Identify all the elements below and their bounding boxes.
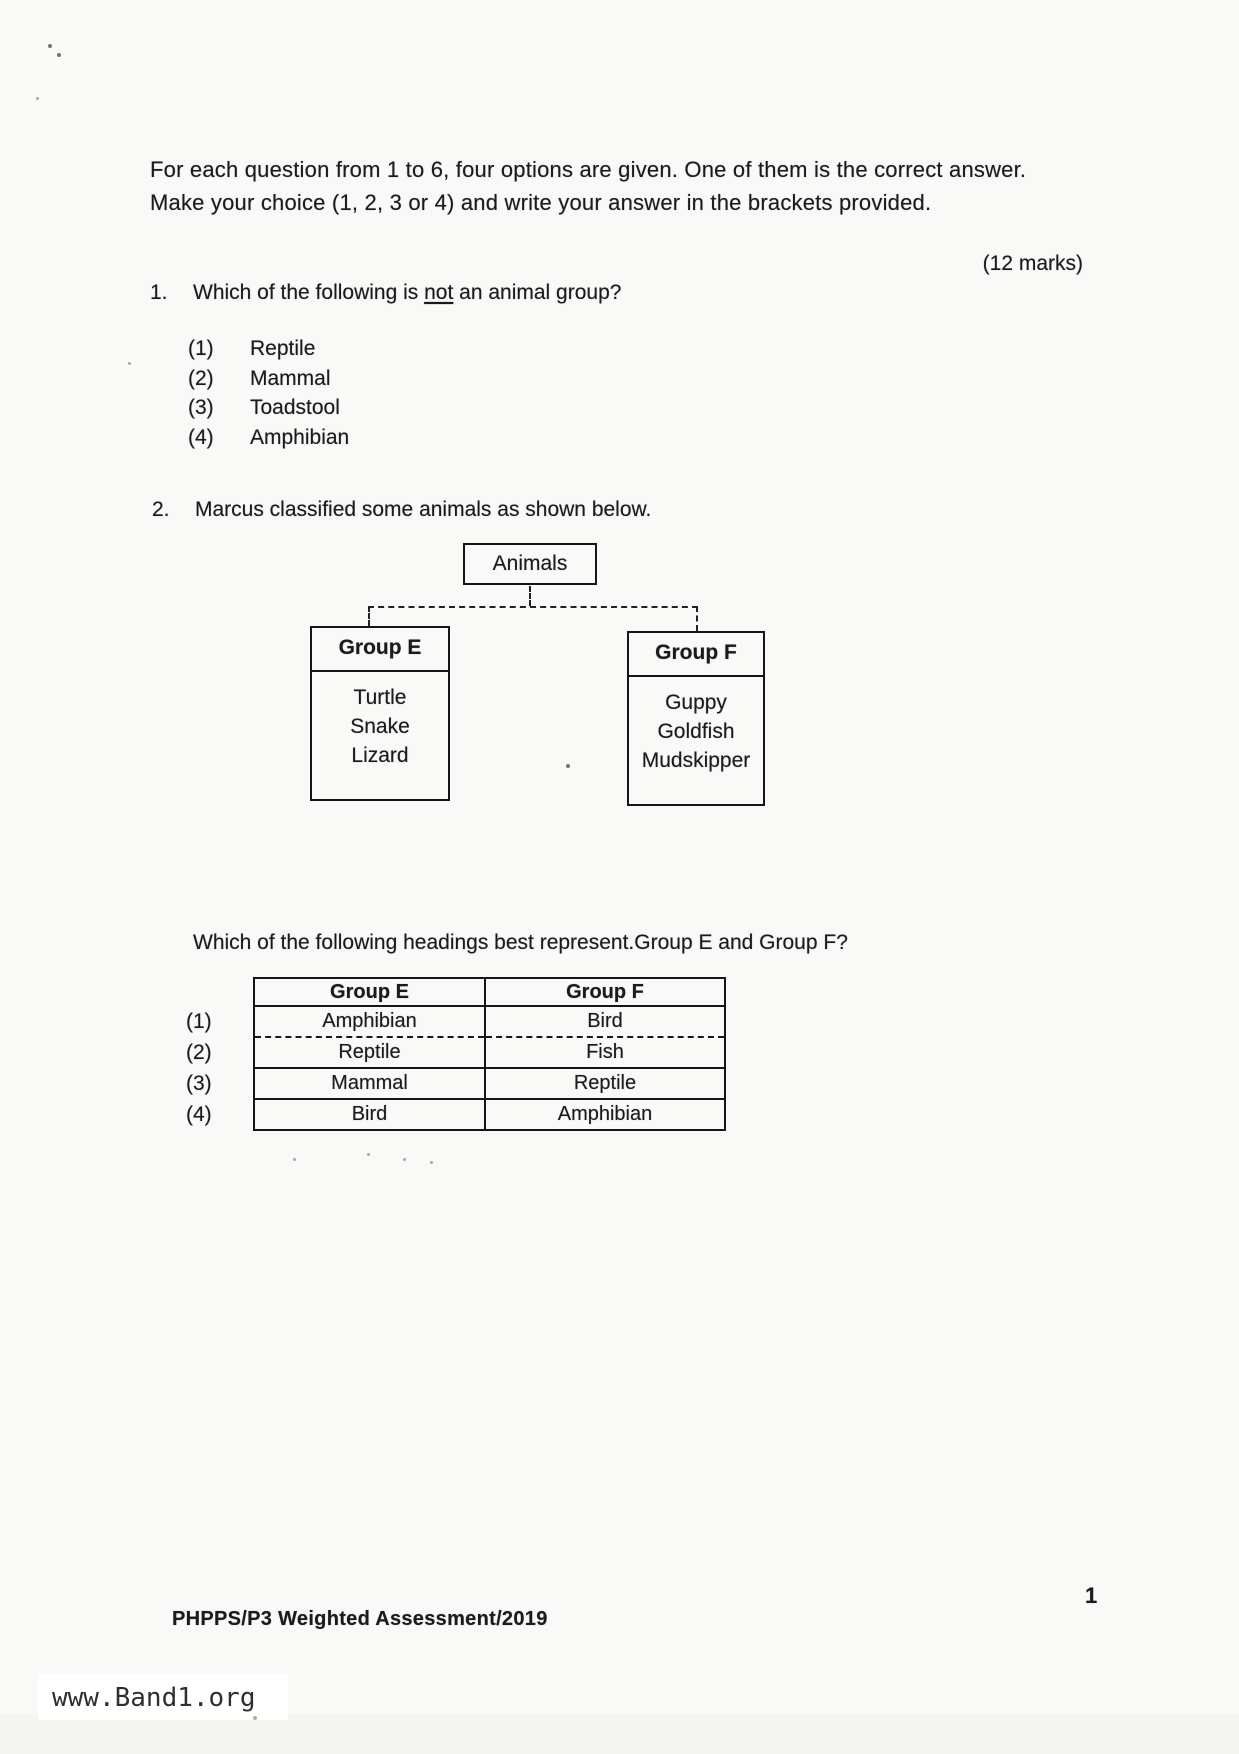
option-row [188,396,349,426]
scan-speck [48,44,52,48]
table-row [186,1068,725,1099]
scan-speck [128,362,131,365]
diagram-root-box: Animals [463,543,597,585]
group-f-title: Group F [629,633,763,677]
group-e-item: Snake [350,715,410,738]
table-option-number: (1) [186,1009,212,1033]
table-header-group-f: Group F [485,978,725,1006]
table-cell-group-f: Amphibian [485,1099,725,1130]
group-f-box [627,631,765,806]
table-cell-group-e: Reptile [254,1037,485,1068]
option-row [188,367,349,397]
table-row [186,1037,725,1068]
group-f-items [629,677,763,775]
table-cell-group-e: Mammal [254,1068,485,1099]
group-e-item: Lizard [351,744,409,767]
question-2-text: Marcus classified some animals as shown below. [195,498,652,521]
table-row [186,1006,725,1037]
connector-branch-line [368,606,698,608]
instruction-line-1: For each question from 1 to 6, four options are given. One of them is the correct answer. [150,157,1027,182]
option-label: Mammal [250,366,331,390]
option-number: (4) [188,425,214,449]
question-1-options [188,337,349,455]
table-cell-group-f: Reptile [485,1068,725,1099]
table-header-group-e: Group E [254,978,485,1006]
group-f-item: Mudskipper [641,749,751,772]
table-cell-group-e: Amphibian [254,1006,485,1037]
question-2 [152,498,1052,522]
option-label: Reptile [250,337,316,360]
group-e-box [310,626,450,801]
question-2-number: 2. [152,498,170,521]
group-f-item: Guppy [665,691,727,714]
connector-left-stub [368,606,370,626]
scan-speck [253,1716,257,1720]
footer-text: PHPPS/P3 Weighted Assessment/2019 [172,1608,548,1630]
page-number: 1 [1085,1583,1098,1608]
scan-speck [566,764,570,768]
option-number: (1) [188,337,214,360]
marks-label: (12 marks) [982,252,1083,275]
option-row [188,426,349,456]
table-cell-group-f: Fish [485,1037,725,1068]
scan-bottom-shade [0,1714,1239,1754]
instruction-line-2: Make your choice (1, 2, 3 or 4) and write your answer in the brackets provided. [150,190,932,215]
option-row [188,337,349,367]
group-e-item: Turtle [353,686,407,709]
question-2-sub-question: Which of the following headings best represent.Group E and Group F? [193,931,848,954]
connector-root-stub [529,586,531,606]
group-e-items [312,672,448,770]
option-label: Toadstool [250,396,340,419]
table-option-number: (4) [186,1102,212,1126]
table-row [186,1099,725,1130]
instruction-text [150,153,1100,219]
table-header-spacer [186,978,254,1006]
table-option-number: (3) [186,1071,212,1095]
scan-speck [403,1158,406,1161]
table-option-number: (2) [186,1040,212,1064]
option-number: (2) [188,366,214,390]
table-header-row [186,978,725,1006]
group-e-title: Group E [312,628,448,672]
scan-speck [57,53,61,57]
underlined-word: not [424,281,454,304]
scan-speck [367,1153,370,1156]
scan-speck [36,97,39,100]
question-1-text: Which of the following is not an animal group? [193,281,622,304]
question-1-number: 1. [150,281,168,304]
connector-right-stub [696,606,698,631]
scan-speck [430,1161,433,1164]
table-cell-group-e: Bird [254,1099,485,1130]
option-number: (3) [188,396,214,419]
option-label: Amphibian [250,425,350,449]
group-f-item: Goldfish [657,720,735,743]
scan-speck [293,1158,296,1161]
table-cell-group-f: Bird [485,1006,725,1037]
answer-table [186,977,726,1131]
question-1 [150,281,1050,305]
watermark-text: www.Band1.org [52,1683,256,1713]
